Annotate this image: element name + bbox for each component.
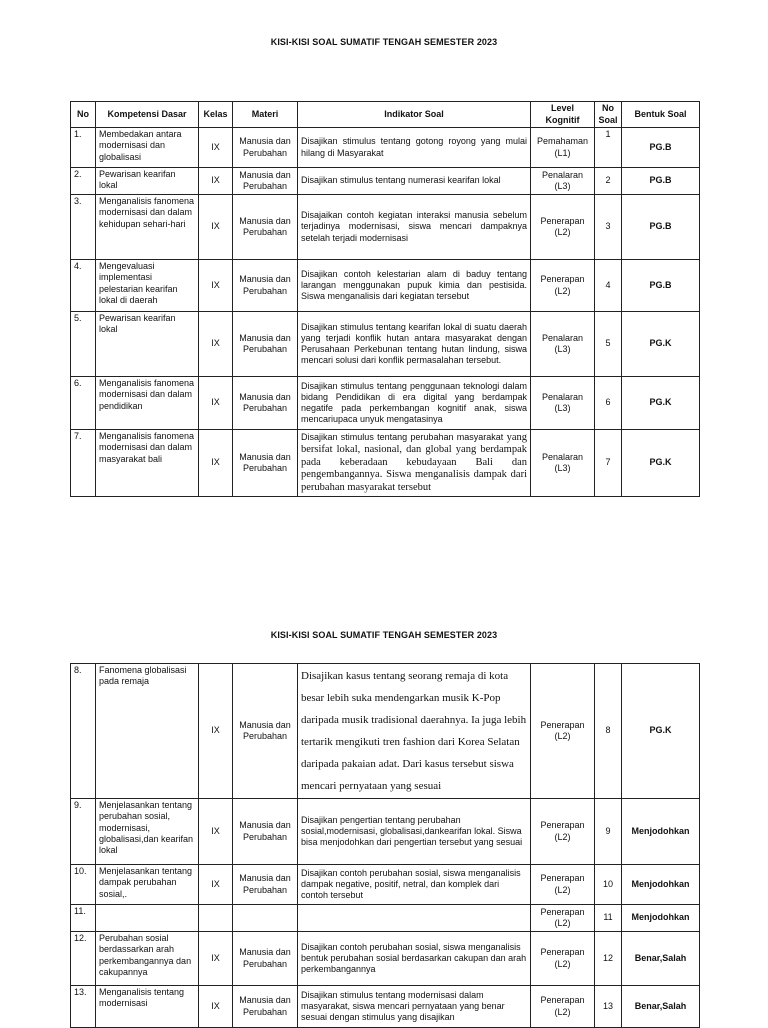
cell-kelas: IX	[199, 865, 233, 905]
cell-no: 1.	[71, 128, 96, 168]
header-indikator-soal: Indikator Soal	[298, 102, 531, 128]
cell-indikator	[298, 905, 531, 932]
cell-kelas: IX	[199, 195, 233, 260]
cell-no: 2.	[71, 168, 96, 195]
cell-materi: Manusia dan Perubahan	[233, 430, 298, 497]
cell-materi: Manusia dan Perubahan	[233, 128, 298, 168]
cell-indikator: Disajikan stimulus tentang penggunaan teknologi dalam bidang Pendidikan di era digital yang berdampak negatife pada perkembangan kognitif anak, siswa mencariupaca unyuk mengatasinya	[298, 377, 531, 430]
table-row	[71, 260, 700, 312]
cell-bentuk-soal: PG.K	[622, 312, 700, 377]
cell-bentuk-soal: PG.K	[622, 377, 700, 430]
cell-level: Penalaran (L3)	[531, 430, 595, 497]
cell-no-soal: 7	[595, 430, 622, 497]
cell-kompetensi-dasar: Menganalisis tentang modernisasi	[96, 986, 199, 1028]
cell-indikator: Disajikan contoh kelestarian alam di baduy tentang larangan menggunakan pupuk kimia dan pestisida. Siswa menganalisis dari kegiatan tersebut	[298, 260, 531, 312]
cell-indikator: Disajikan stimulus tentang gotong royong yang mulai hilang di Masyarakat	[298, 128, 531, 168]
cell-no-soal: 4	[595, 260, 622, 312]
cell-materi: Manusia dan Perubahan	[233, 932, 298, 986]
cell-kelas: IX	[199, 312, 233, 377]
cell-bentuk-soal: PG.B	[622, 260, 700, 312]
indikator-text: Disajikan stimulus tentang perubahan masyarakat	[301, 431, 504, 442]
header-kelas: Kelas	[199, 102, 233, 128]
cell-kompetensi-dasar: Menjelasankan tentang dampak perubahan sosial,.	[96, 865, 199, 905]
table-row	[71, 986, 700, 1028]
cell-bentuk-soal: Benar,Salah	[622, 986, 700, 1028]
cell-materi: Manusia dan Perubahan	[233, 260, 298, 312]
cell-bentuk-soal: PG.B	[622, 195, 700, 260]
table-row	[71, 377, 700, 430]
cell-no-soal: 11	[595, 905, 622, 932]
table-row	[71, 430, 700, 497]
cell-kompetensi-dasar: Perubahan sosial berdassarkan arah perkembangannya dan cakupannya	[96, 932, 199, 986]
cell-level: Penerapan (L2)	[531, 664, 595, 799]
cell-materi: Manusia dan Perubahan	[233, 312, 298, 377]
cell-no-soal: 12	[595, 932, 622, 986]
cell-indikator: Disajaikan contoh kegiatan interaksi manusia sebelum terjadinya modernisasi, siswa mencari dampaknya setelah terjadi modernisasi	[298, 195, 531, 260]
kisi-kisi-table-2	[70, 663, 700, 1028]
cell-indikator: Disajikan pengertian tentang perubahan sosial,modernisasi, globalisasi,dankearifan lokal. Siswa bisa menjodohkan dari pengertian tersebut yang sesuai	[298, 799, 531, 865]
header-bentuk-soal: Bentuk Soal	[622, 102, 700, 128]
cell-indikator: Disajikan stimulus tentang modernisasi dalam masyarakat, siswa mencari pernyataan yang benar sesuai dengan stimulus yang disajikan	[298, 986, 531, 1028]
cell-indikator: Disajikan stimulus tentang numerasi kearifan lokal	[298, 168, 531, 195]
cell-bentuk-soal: Menjodohkan	[622, 799, 700, 865]
cell-level: Penerapan (L2)	[531, 986, 595, 1028]
cell-kompetensi-dasar: Fanomena globalisasi pada remaja	[96, 664, 199, 799]
cell-bentuk-soal: Benar,Salah	[622, 932, 700, 986]
header-no: No	[71, 102, 96, 128]
cell-materi: Manusia dan Perubahan	[233, 195, 298, 260]
cell-level: Penerapan (L2)	[531, 799, 595, 865]
cell-kelas: IX	[199, 168, 233, 195]
cell-indikator: Disajikan contoh perubahan sosial, siswa menganalisis bentuk perubahan sosial berdasarkan cakupan dan arah perkembangannya	[298, 932, 531, 986]
kisi-kisi-table-1	[70, 101, 700, 497]
cell-kelas: IX	[199, 799, 233, 865]
cell-kelas: IX	[199, 377, 233, 430]
cell-level: Penerapan (L2)	[531, 932, 595, 986]
cell-level: Penerapan (L2)	[531, 260, 595, 312]
cell-no-soal: 6	[595, 377, 622, 430]
table-row	[71, 932, 700, 986]
cell-no: 13.	[71, 986, 96, 1028]
cell-no: 9.	[71, 799, 96, 865]
cell-materi: Manusia dan Perubahan	[233, 377, 298, 430]
cell-kompetensi-dasar: Menganalisis fanomena modernisasi dan dalam masyarakat bali	[96, 430, 199, 497]
indikator-text: yang bersifat lokal, nasional, dan global yang berdampak pada keberadaan kebudayaan Bali dan pengembangannya. Siswa menganalisis dampak dari perubahan masyarakat tersebut	[301, 431, 527, 493]
cell-no-soal: 5	[595, 312, 622, 377]
cell-bentuk-soal: PG.B	[622, 168, 700, 195]
cell-materi: Manusia dan Perubahan	[233, 664, 298, 799]
cell-level: Penalaran (L3)	[531, 312, 595, 377]
cell-kelas: IX	[199, 932, 233, 986]
cell-no: 11.	[71, 905, 96, 932]
cell-kompetensi-dasar	[96, 905, 199, 932]
cell-kompetensi-dasar: Menjelasankan tentang perubahan sosial, modernisasi, globalisasi,dan kearifan lokal	[96, 799, 199, 865]
page-title: KISI-KISI SOAL SUMATIF TENGAH SEMESTER 2023	[270, 37, 498, 47]
page-title: KISI-KISI SOAL SUMATIF TENGAH SEMESTER 2023	[270, 630, 498, 640]
table-row	[71, 195, 700, 260]
cell-no: 5.	[71, 312, 96, 377]
cell-bentuk-soal: PG.K	[622, 664, 700, 799]
cell-no-soal: 8	[595, 664, 622, 799]
table-row	[71, 865, 700, 905]
header-kompetensi-dasar: Kompetensi Dasar	[96, 102, 199, 128]
cell-level: Penalaran (L3)	[531, 377, 595, 430]
cell-level: Penalaran (L3)	[531, 168, 595, 195]
cell-level: Penerapan (L2)	[531, 195, 595, 260]
table-row	[71, 168, 700, 195]
cell-indikator: Disajikan stimulus tentang kearifan lokal di suatu daerah yang terjadi konflik hutan antara masyarakat dengan Perusahaan Perkebunan tentang hutan lindung, siswa mencari solusi dari konflik permasalahan tersebut.	[298, 312, 531, 377]
cell-kelas: IX	[199, 430, 233, 497]
header-no-soal: No Soal	[595, 102, 622, 128]
cell-bentuk-soal: PG.B	[622, 128, 700, 168]
cell-bentuk-soal: Menjodohkan	[622, 865, 700, 905]
cell-no: 6.	[71, 377, 96, 430]
cell-kompetensi-dasar: Membedakan antara modernisasi dan globalisasi	[96, 128, 199, 168]
cell-kelas: IX	[199, 128, 233, 168]
cell-bentuk-soal: Menjodohkan	[622, 905, 700, 932]
cell-no: 7.	[71, 430, 96, 497]
cell-materi: Manusia dan Perubahan	[233, 865, 298, 905]
cell-kompetensi-dasar: Pewarisan kearifan lokal	[96, 312, 199, 377]
cell-no-soal: 9	[595, 799, 622, 865]
header-materi: Materi	[233, 102, 298, 128]
cell-no-soal: 13	[595, 986, 622, 1028]
cell-kompetensi-dasar: Pewarisan kearifan lokal	[96, 168, 199, 195]
table-header-row	[71, 102, 700, 128]
cell-no-soal: 2	[595, 168, 622, 195]
cell-no: 4.	[71, 260, 96, 312]
table-row	[71, 664, 700, 799]
table-row	[71, 312, 700, 377]
cell-no: 3.	[71, 195, 96, 260]
cell-kelas: IX	[199, 986, 233, 1028]
cell-materi: Manusia dan Perubahan	[233, 986, 298, 1028]
cell-kelas: IX	[199, 260, 233, 312]
cell-no: 10.	[71, 865, 96, 905]
cell-kelas	[199, 905, 233, 932]
table-row	[71, 128, 700, 168]
cell-indikator	[298, 430, 531, 497]
cell-kompetensi-dasar: Menganalisis fanomena modernisasi dan dalam pendidikan	[96, 377, 199, 430]
cell-kompetensi-dasar: Mengevaluasi implementasi pelestarian kearifan lokal di daerah	[96, 260, 199, 312]
cell-level: Penerapan (L2)	[531, 865, 595, 905]
cell-materi: Manusia dan Perubahan	[233, 799, 298, 865]
cell-no-soal: 10	[595, 865, 622, 905]
cell-level: Penerapan (L2)	[531, 905, 595, 932]
cell-materi: Manusia dan Perubahan	[233, 168, 298, 195]
cell-level: Pemahaman (L1)	[531, 128, 595, 168]
cell-kompetensi-dasar: Menganalisis fanomena modernisasi dan dalam kehidupan sehari-hari	[96, 195, 199, 260]
cell-materi	[233, 905, 298, 932]
cell-no: 12.	[71, 932, 96, 986]
cell-no: 8.	[71, 664, 96, 799]
cell-bentuk-soal: PG.K	[622, 430, 700, 497]
cell-indikator: Disajikan kasus tentang seorang remaja di kota besar lebih suka mendengarkan musik K-Pop daripada musik tradisional daerahnya. Ia juga lebih tertarik mengikuti tren fashion dari Korea Selatan daripada pakaian adat. Dari kasus tersebut siswa mencari pernyataan yang sesuai	[298, 664, 531, 799]
table-row	[71, 799, 700, 865]
cell-no-soal: 1	[595, 128, 622, 168]
header-level-kognitif: Level Kognitif	[531, 102, 595, 128]
cell-kelas: IX	[199, 664, 233, 799]
cell-no-soal: 3	[595, 195, 622, 260]
table-row	[71, 905, 700, 932]
cell-indikator: Disajikan contoh perubahan sosial, siswa menganalisis dampak negative, positif, netral, dan komplek dari contoh tersebut	[298, 865, 531, 905]
